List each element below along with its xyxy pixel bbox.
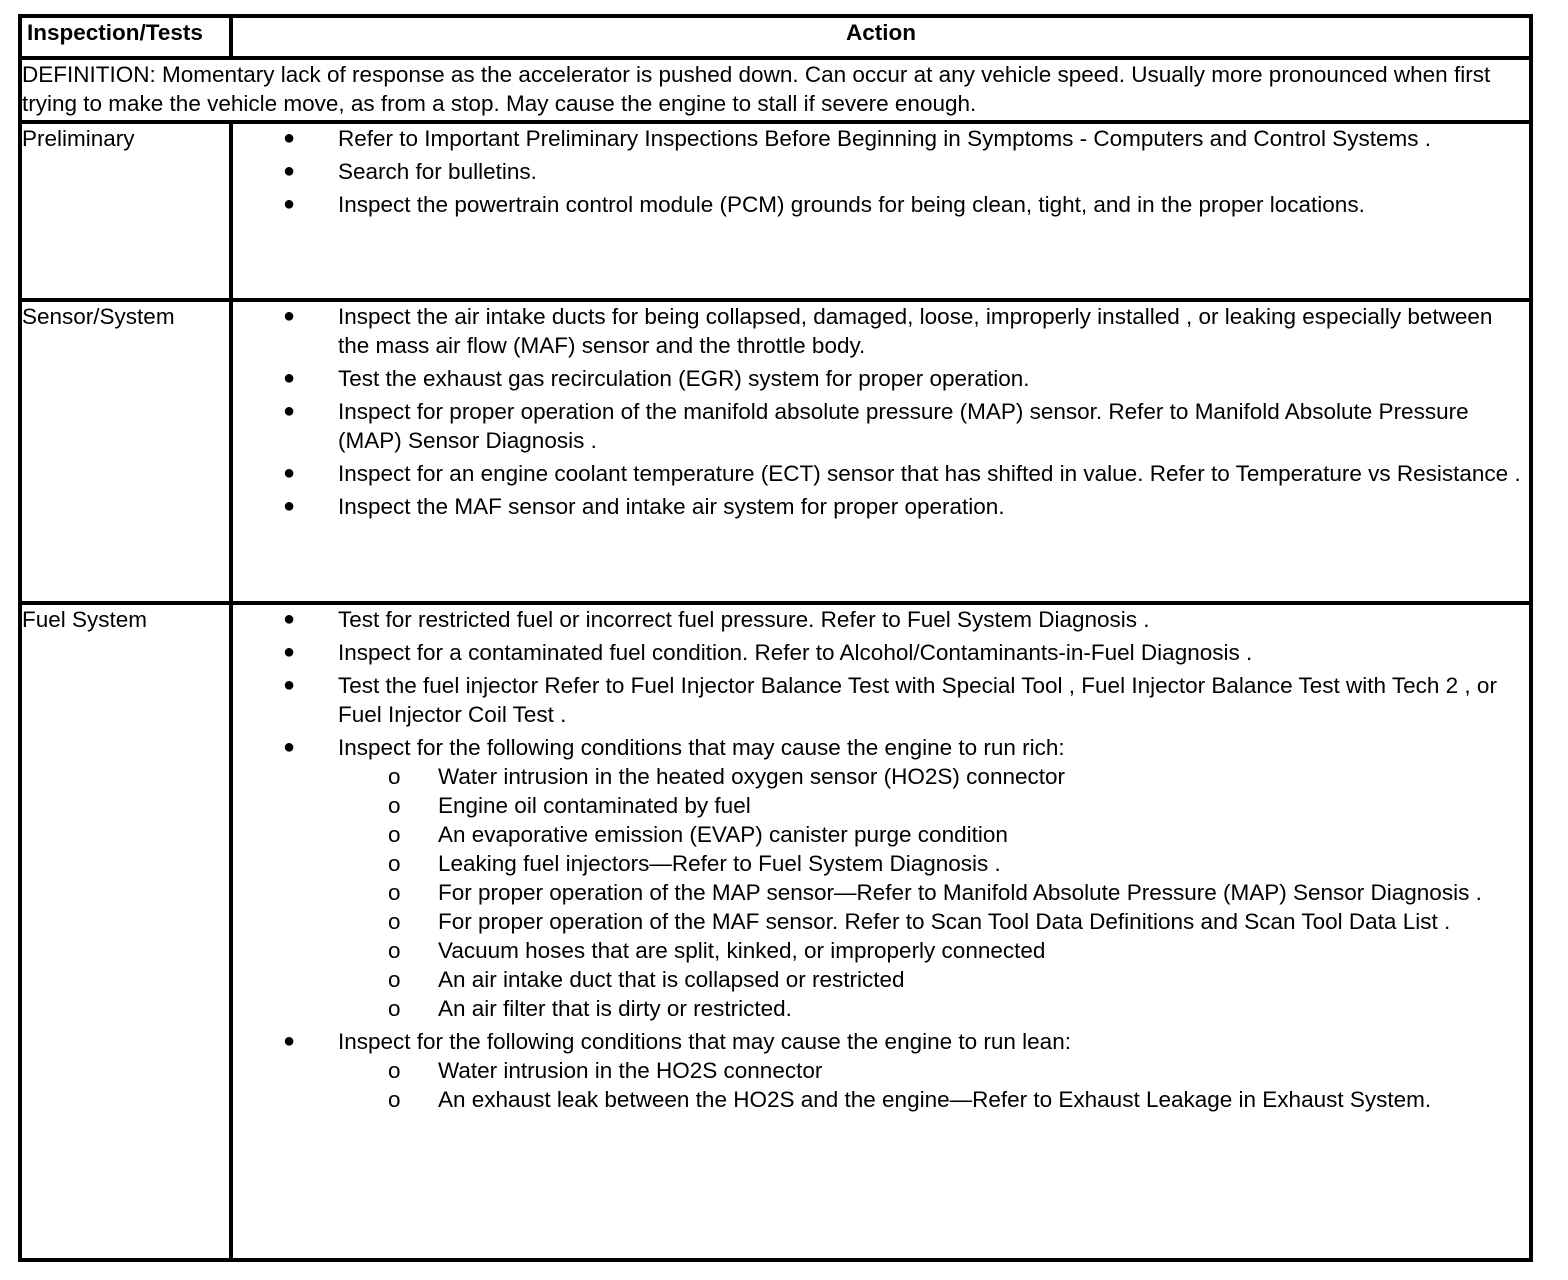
sub-list-item: [338, 965, 1529, 994]
list-item-text: Test for restricted fuel or incorrect fuel pressure. Refer to Fuel System Diagnosis .: [338, 607, 1150, 632]
circle-bullet-icon: o: [388, 851, 401, 876]
table-row-fuel-system: [20, 603, 1531, 1260]
list-item: [233, 492, 1529, 521]
list-item-text: Test the fuel injector Refer to Fuel Injector Balance Test with Special Tool , Fuel Injector Balance Test with Tech 2 , or Fuel Injector Coil Test .: [338, 673, 1497, 727]
list-item: [233, 1027, 1529, 1114]
bullet-icon: ●: [283, 641, 296, 663]
sub-list-item: [338, 820, 1529, 849]
bullet-icon: ●: [283, 400, 296, 422]
actions-sensor-system: [231, 300, 1531, 603]
list-item-text: Inspect the powertrain control module (PCM) grounds for being clean, tight, and in the proper locations.: [338, 192, 1365, 217]
sub-list-item: [338, 907, 1529, 936]
action-list: [233, 124, 1529, 219]
header-inspection-tests: Inspection/Tests: [20, 16, 231, 58]
list-item: [233, 638, 1529, 667]
circle-bullet-icon: o: [388, 909, 401, 934]
circle-bullet-icon: o: [388, 793, 401, 818]
bullet-icon: ●: [283, 193, 296, 215]
sub-list-item: [338, 762, 1529, 791]
sub-list-item-text: Engine oil contaminated by fuel: [438, 793, 751, 818]
circle-bullet-icon: o: [388, 1087, 401, 1112]
circle-bullet-icon: o: [388, 996, 401, 1021]
sub-list-item: [338, 849, 1529, 878]
list-item: [233, 733, 1529, 1023]
actions-fuel-system: [231, 603, 1531, 1260]
sub-list-item: [338, 791, 1529, 820]
sub-list-item-text: Water intrusion in the HO2S connector: [438, 1058, 823, 1083]
bullet-icon: ●: [283, 736, 296, 758]
rich-conditions-list: [338, 762, 1529, 1023]
circle-bullet-icon: o: [388, 764, 401, 789]
sub-list-item-text: An evaporative emission (EVAP) canister purge condition: [438, 822, 1008, 847]
table-row-sensor-system: [20, 300, 1531, 603]
bullet-icon: ●: [283, 127, 296, 149]
sub-list-item-text: Leaking fuel injectors—Refer to Fuel System Diagnosis .: [438, 851, 1001, 876]
list-item: [233, 124, 1529, 153]
sub-list-item-text: An air intake duct that is collapsed or restricted: [438, 967, 905, 992]
list-item: [233, 671, 1529, 729]
list-item-text: Inspect for a contaminated fuel condition. Refer to Alcohol/Contaminants-in-Fuel Diagnosis .: [338, 640, 1253, 665]
circle-bullet-icon: o: [388, 822, 401, 847]
list-item: [233, 190, 1529, 219]
bullet-icon: ●: [283, 305, 296, 327]
sub-list-item-text: An exhaust leak between the HO2S and the engine—Refer to Exhaust Leakage in Exhaust System.: [438, 1087, 1432, 1112]
sub-list-item: [338, 1056, 1529, 1085]
bullet-icon: ●: [283, 495, 296, 517]
list-item-text: Inspect for the following conditions that may cause the engine to run rich:: [338, 735, 1065, 760]
category-preliminary: Preliminary: [20, 122, 231, 300]
action-list: [233, 605, 1529, 1114]
list-item-text: Search for bulletins.: [338, 159, 537, 184]
bullet-icon: ●: [283, 1030, 296, 1052]
sub-list-item-text: Water intrusion in the heated oxygen sensor (HO2S) connector: [438, 764, 1065, 789]
bullet-icon: ●: [283, 608, 296, 630]
list-item: [233, 397, 1529, 455]
sub-list-item: [338, 936, 1529, 965]
list-item-text: Inspect for proper operation of the manifold absolute pressure (MAP) sensor. Refer to Manifold Absolute Pressure (MAP) Sensor Diagnosis .: [338, 399, 1469, 453]
sub-list-item-text: For proper operation of the MAP sensor—Refer to Manifold Absolute Pressure (MAP) Sensor Diagnosis .: [438, 880, 1482, 905]
list-item: [233, 157, 1529, 186]
bullet-icon: ●: [283, 462, 296, 484]
list-item-text: Inspect the air intake ducts for being collapsed, damaged, loose, improperly installed , or leaking especially between the mass air flow (MAF) sensor and the throttle body.: [338, 304, 1493, 358]
header-row: [20, 16, 1531, 58]
table-row-preliminary: [20, 122, 1531, 300]
sub-list-item-text: An air filter that is dirty or restricted.: [438, 996, 792, 1021]
category-fuel-system: Fuel System: [20, 603, 231, 1260]
sub-list-item-text: Vacuum hoses that are split, kinked, or improperly connected: [438, 938, 1046, 963]
list-item: [233, 459, 1529, 488]
lean-conditions-list: [338, 1056, 1529, 1114]
circle-bullet-icon: o: [388, 938, 401, 963]
list-item-text: Inspect the MAF sensor and intake air system for proper operation.: [338, 494, 1005, 519]
sub-list-item: [338, 1085, 1529, 1114]
definition-text: DEFINITION: Momentary lack of response as the accelerator is pushed down. Can occur at any vehicle speed. Usually more pronounced when first trying to make the vehicle move, as from a stop. May cause the engine to stall if severe enough.: [20, 58, 1531, 122]
list-item: [233, 605, 1529, 634]
list-item: [233, 302, 1529, 360]
action-list: [233, 302, 1529, 521]
list-item-text: Inspect for an engine coolant temperature (ECT) sensor that has shifted in value. Refer to Temperature vs Resistance .: [338, 461, 1521, 486]
header-action: Action: [231, 16, 1531, 58]
actions-preliminary: [231, 122, 1531, 300]
list-item-text: Inspect for the following conditions that may cause the engine to run lean:: [338, 1029, 1071, 1054]
bullet-icon: ●: [283, 160, 296, 182]
bullet-icon: ●: [283, 367, 296, 389]
bullet-icon: ●: [283, 674, 296, 696]
diagnostic-table: [18, 14, 1533, 1262]
list-item-text: Test the exhaust gas recirculation (EGR) system for proper operation.: [338, 366, 1030, 391]
circle-bullet-icon: o: [388, 880, 401, 905]
circle-bullet-icon: o: [388, 1058, 401, 1083]
circle-bullet-icon: o: [388, 967, 401, 992]
diagnostic-table-sheet: [18, 14, 1533, 1262]
sub-list-item-text: For proper operation of the MAF sensor. Refer to Scan Tool Data Definitions and Scan Tool Data List .: [438, 909, 1451, 934]
list-item: [233, 364, 1529, 393]
sub-list-item: [338, 878, 1529, 907]
category-sensor-system: Sensor/System: [20, 300, 231, 603]
definition-row: [20, 58, 1531, 122]
sub-list-item: [338, 994, 1529, 1023]
list-item-text: Refer to Important Preliminary Inspections Before Beginning in Symptoms - Computers and Control Systems .: [338, 126, 1431, 151]
